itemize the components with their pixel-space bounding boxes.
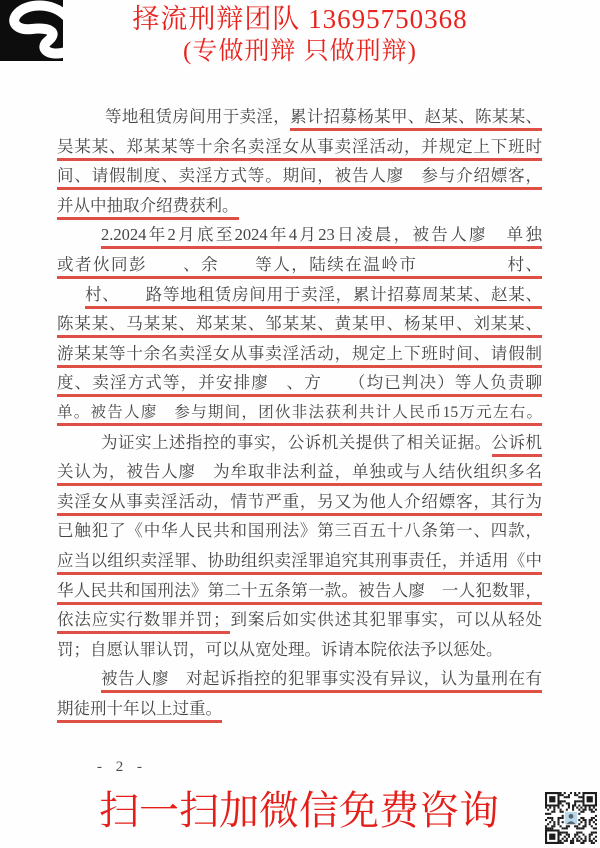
underlined-text: 陈某某、马某某、郑某某、邹某某、黄某甲、杨某甲、刘某某、 xyxy=(57,314,542,338)
body-text: 到案后如实供述其犯罪事实，可以从轻处 xyxy=(229,610,543,630)
underlined-text: 度、卖淫方式等，并安排廖 、方 （均已判决）等人负责聊 xyxy=(57,373,542,397)
underlined-text: 2.2024年2月底至2024年4月23日凌晨，被告人廖 单独 xyxy=(101,225,542,249)
underlined-text: 公诉机 xyxy=(492,433,542,457)
document-line xyxy=(57,132,542,162)
document-body xyxy=(57,102,542,723)
underlined-text: 村、 路等地租赁房间用于卖淫，累计招募周某某、赵某、 xyxy=(85,285,542,309)
document-line xyxy=(57,635,542,665)
underlined-text: 被告人廖 对起诉指控的犯罪事实没有异议，认为量刑在有 xyxy=(101,669,542,693)
document-line xyxy=(57,220,542,250)
document-line xyxy=(57,339,542,369)
document-line xyxy=(57,280,542,310)
underlined-text: 依法应实行数罪并罚； xyxy=(57,610,230,634)
underlined-text: 或者伙同彭 、余 等人，陆续在温岭市 村、 xyxy=(57,255,542,279)
document-line xyxy=(57,605,542,635)
underlined-text: 华人民共和国刑法》第二十五条第一款。被告人廖 一人犯数罪， xyxy=(57,581,542,605)
document-line xyxy=(57,309,542,339)
wechat-qr-icon xyxy=(545,792,597,844)
document-line xyxy=(57,487,542,517)
document-line xyxy=(57,161,542,191)
document-line xyxy=(57,664,542,694)
document-line xyxy=(57,102,542,132)
body-text: 为证实上述指控的事实，公诉机关提供了相关证据。 xyxy=(101,432,492,452)
document-line xyxy=(57,546,542,576)
underlined-text: 累计招募杨某甲、赵某、陈某某、 xyxy=(290,107,542,131)
document-line xyxy=(57,191,542,221)
ad-header xyxy=(0,0,600,67)
document-line xyxy=(57,368,542,398)
underlined-text: 期徒刑十年以上过重。 xyxy=(57,699,222,723)
team-phone-line: 择流刑辩团队 13695750368 xyxy=(132,4,468,34)
document-line xyxy=(57,694,542,724)
underlined-text: 关认为，被告人廖 为牟取非法利益，单独或与人结伙组织多名 xyxy=(57,462,542,486)
document-line xyxy=(57,457,542,487)
slogan-line: (专做刑辩 只做刑辩) xyxy=(183,38,417,65)
body-text: 已触犯了《中华人民共和国刑法》第三百五十八条第一、四款， xyxy=(57,521,542,541)
underlined-text: 游某某等十余名卖淫女从事卖淫活动，规定上下班时间、请假制 xyxy=(57,344,542,368)
underlined-text: 间、请假制度、卖淫方式等。期间，被告人廖 参与介绍嫖客， xyxy=(57,166,542,190)
underlined-text: 并从中抽取介绍费获利。 xyxy=(57,196,239,220)
body-text: 等地租赁房间用于卖淫， xyxy=(105,107,291,126)
page-number: - 2 - xyxy=(97,759,147,775)
document-line xyxy=(57,576,542,606)
underlined-text: 卖淫女从事卖淫活动，情节严重，另又为他人介绍嫖客，其行为 xyxy=(57,492,542,516)
underlined-text: 吴某某、郑某某等十余名卖淫女从事卖淫活动，并规定上下班时 xyxy=(57,137,542,161)
document-line xyxy=(57,250,542,280)
body-text: 罚；自愿认罪认罚，可以从宽处理。诉请本院依法予以惩处。 xyxy=(57,639,503,659)
document-line xyxy=(57,398,542,428)
underlined-text: 应当以组织卖淫罪、协助组织卖淫罪追究其刑事责任，并适用《中 xyxy=(57,551,542,575)
wechat-cta-text: 扫一扫加微信免费咨询 xyxy=(99,788,499,833)
underlined-text: 单。被告人廖 参与期间，团伙非法获利共计人民币15万元左右。 xyxy=(57,404,542,426)
document-line xyxy=(57,428,542,458)
document-line xyxy=(57,516,542,546)
